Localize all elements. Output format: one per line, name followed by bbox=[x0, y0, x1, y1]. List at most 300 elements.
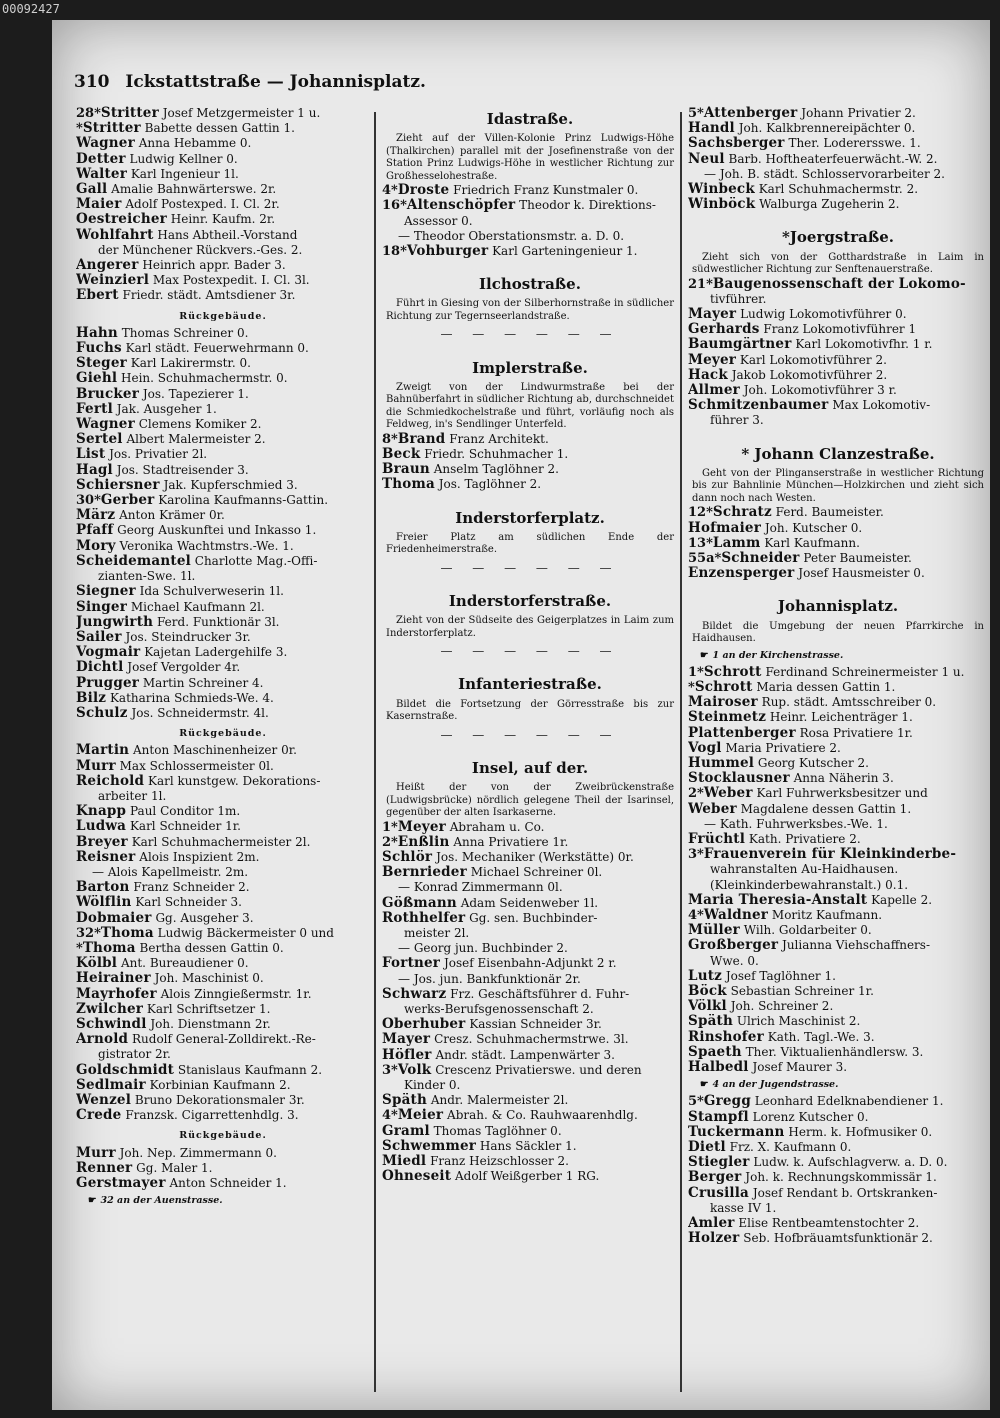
resident-details: Karl Schneider 3. bbox=[135, 895, 242, 910]
resident-details: Ther. Loderersswe. 1. bbox=[788, 136, 921, 151]
resident-entry bbox=[76, 1176, 370, 1191]
resident-entry bbox=[76, 182, 370, 197]
resident-surname: Arnold bbox=[76, 1032, 129, 1048]
resident-details: Jos. Privatier 2l. bbox=[109, 447, 208, 462]
resident-surname: Winböck bbox=[688, 197, 756, 213]
resident-details: Frz. Geschäftsführer d. Fuhr- bbox=[450, 986, 630, 1001]
resident-surname: Miedl bbox=[382, 1154, 427, 1170]
resident-entry bbox=[382, 1093, 678, 1108]
corner-reference-text: 4 an der Jugendstrasse. bbox=[712, 1079, 839, 1091]
resident-surname: Vogmair bbox=[76, 645, 141, 661]
resident-surname: Thoma bbox=[100, 925, 154, 941]
resident-surname: Meyer bbox=[688, 352, 737, 368]
street-description: Freier Platz am südlichen Ende der Friedenheimerstraße. bbox=[386, 531, 674, 556]
resident-entry bbox=[688, 106, 988, 121]
resident-entry bbox=[76, 417, 370, 432]
resident-details: Kapelle 2. bbox=[871, 892, 933, 907]
house-number: 28* bbox=[76, 106, 101, 121]
resident-entry bbox=[76, 326, 370, 341]
resident-details: Jos. Stadtreisender 3. bbox=[116, 462, 249, 477]
resident-entry bbox=[688, 398, 988, 413]
resident-surname: Thoma bbox=[382, 477, 435, 493]
resident-surname: Gerber bbox=[100, 493, 155, 509]
resident-surname: Plattenberger bbox=[688, 725, 796, 741]
resident-surname: Waldner bbox=[703, 908, 769, 924]
resident-entry bbox=[76, 774, 370, 789]
resident-entry bbox=[688, 1125, 988, 1140]
resident-entry bbox=[688, 197, 988, 212]
resident-surname: Mayrhofer bbox=[76, 986, 157, 1002]
resident-details: Friedr. städt. Amtsdiener 3r. bbox=[122, 288, 296, 303]
resident-surname: Schrott bbox=[703, 664, 762, 680]
resident-details: Karl Schuhmachermeister 2l. bbox=[131, 834, 311, 849]
resident-details: Friedr. Schuhmacher 1. bbox=[424, 447, 569, 462]
resident-entry bbox=[688, 551, 988, 566]
resident-entry bbox=[688, 695, 988, 710]
street-heading: * Johann Clanzestraße. bbox=[741, 444, 935, 463]
resident-entry bbox=[688, 536, 988, 551]
resident-surname: Crusilla bbox=[688, 1185, 750, 1201]
resident-surname: Goldschmidt bbox=[76, 1062, 175, 1078]
resident-details: Anton Maschinenheizer 0r. bbox=[133, 743, 297, 758]
resident-details: Magdalene dessen Gattin 1. bbox=[740, 801, 912, 816]
resident-entry bbox=[76, 1108, 370, 1123]
family-member-entry: — Jos. jun. Bankfunktionär 2r. bbox=[398, 971, 581, 986]
resident-details: Rudolf General-Zolldirekt.-Re- bbox=[132, 1032, 316, 1047]
resident-details: Herm. k. Hofmusiker 0. bbox=[788, 1124, 933, 1139]
resident-surname: Späth bbox=[382, 1093, 427, 1109]
no-residents-dashes: — — — — — — bbox=[440, 327, 620, 342]
resident-surname: Holzer bbox=[688, 1231, 740, 1247]
resident-details: Wilh. Goldarbeiter 0. bbox=[743, 923, 872, 938]
street-heading: Inderstorferplatz. bbox=[455, 508, 605, 527]
resident-details: Ferd. Baumeister. bbox=[775, 505, 884, 520]
resident-entry bbox=[382, 835, 678, 850]
resident-surname: Stocklausner bbox=[688, 771, 790, 787]
resident-details: Adolf Weißgerber 1 RG. bbox=[454, 1169, 600, 1184]
resident-entry bbox=[382, 911, 678, 926]
resident-entry bbox=[382, 198, 678, 213]
resident-details: Josef Hausmeister 0. bbox=[798, 566, 925, 581]
resident-surname: Walter bbox=[76, 166, 128, 182]
resident-surname: Murr bbox=[76, 758, 116, 774]
resident-entry bbox=[76, 447, 370, 462]
pointing-hand-icon: ☛ bbox=[700, 1079, 709, 1091]
resident-entry bbox=[382, 865, 678, 880]
resident-entry bbox=[688, 984, 988, 999]
house-number: 4* bbox=[382, 1108, 398, 1124]
scan-id-label: 00092427 bbox=[2, 2, 60, 16]
resident-entry bbox=[76, 956, 370, 971]
column-middle bbox=[382, 106, 678, 1184]
resident-entry bbox=[76, 804, 370, 819]
resident-entry bbox=[382, 1017, 678, 1032]
resident-details: Jos. Schneidermstr. 4l. bbox=[131, 705, 269, 720]
resident-entry bbox=[76, 630, 370, 645]
resident-entry bbox=[688, 121, 988, 136]
resident-surname: Siegner bbox=[76, 584, 136, 600]
entry-continuation: werks-Berufsgenossenschaft 2. bbox=[404, 1002, 594, 1016]
resident-details: Rosa Privatiere 1r. bbox=[799, 725, 913, 740]
resident-details: Josef Metzgermeister 1 u. bbox=[162, 106, 321, 120]
resident-surname: Reisner bbox=[76, 849, 136, 865]
resident-surname: Schwemmer bbox=[382, 1138, 477, 1154]
resident-entry bbox=[76, 493, 370, 508]
entry-continuation: zianten-Swe. 1l. bbox=[98, 569, 196, 584]
resident-entry bbox=[688, 505, 988, 520]
column-divider bbox=[374, 112, 376, 1392]
resident-entry bbox=[382, 1032, 678, 1047]
resident-entry bbox=[76, 926, 370, 941]
resident-surname: Früchtl bbox=[688, 832, 746, 848]
resident-details: Heinrich appr. Bader 3. bbox=[142, 258, 286, 273]
resident-details: Karl Garteningenieur 1. bbox=[492, 244, 638, 259]
resident-surname: Bilz bbox=[76, 690, 107, 706]
resident-details: Josef Vergolder 4r. bbox=[127, 660, 241, 675]
entry-continuation: (Kleinkinderbewahranstalt.) 0.1. bbox=[710, 877, 909, 892]
resident-surname: Barton bbox=[76, 880, 130, 896]
resident-details: Abrah. & Co. Rauhwaarenhdlg. bbox=[447, 1108, 638, 1123]
resident-surname: Jungwirth bbox=[76, 614, 154, 630]
resident-entry bbox=[76, 819, 370, 834]
resident-entry bbox=[688, 969, 988, 984]
resident-surname: Beck bbox=[382, 447, 421, 463]
family-member-entry: — Joh. B. städt. Schlosservorarbeiter 2. bbox=[704, 166, 945, 181]
resident-entry bbox=[76, 478, 370, 493]
resident-surname: Schratz bbox=[712, 505, 772, 521]
resident-surname: Meyer bbox=[397, 819, 446, 835]
resident-surname: Oestreicher bbox=[76, 212, 167, 228]
resident-entry bbox=[688, 1094, 988, 1109]
resident-details: Amalie Bahnwärterswe. 2r. bbox=[111, 182, 277, 197]
column-divider bbox=[680, 112, 682, 1392]
resident-entry bbox=[688, 152, 988, 167]
family-member-entry: — Kath. Fuhrwerksbes.-We. 1. bbox=[704, 816, 888, 831]
family-member-entry: — Alois Kapellmeistr. 2m. bbox=[92, 864, 249, 879]
resident-surname: Mayer bbox=[382, 1032, 431, 1048]
resident-entry bbox=[76, 136, 370, 151]
resident-details: Gg. Maler 1. bbox=[136, 1160, 213, 1175]
resident-entry bbox=[382, 1124, 678, 1139]
resident-entry bbox=[688, 368, 988, 383]
house-number: * bbox=[76, 121, 83, 137]
resident-surname: Dobmaier bbox=[76, 910, 152, 926]
resident-entry bbox=[382, 1063, 678, 1078]
resident-entry bbox=[688, 322, 988, 337]
resident-details: Karl Lokomotivführer 2. bbox=[739, 352, 887, 367]
resident-entry bbox=[382, 850, 678, 865]
entry-continuation: wahranstalten Au-Haidhausen. bbox=[710, 862, 899, 877]
resident-surname: Baumgärtner bbox=[688, 337, 792, 353]
resident-entry bbox=[382, 447, 678, 462]
resident-surname: Neul bbox=[688, 151, 725, 167]
resident-details: Hans Abtheil.-Vorstand bbox=[157, 227, 298, 242]
resident-surname: Scheidemantel bbox=[76, 553, 191, 569]
resident-details: Joh. Kalkbrennereipächter 0. bbox=[738, 121, 916, 136]
house-number: 3* bbox=[382, 1062, 398, 1078]
resident-surname: Stampfl bbox=[688, 1109, 749, 1125]
resident-details: Friedrich Franz Kunstmaler 0. bbox=[453, 183, 639, 198]
resident-surname: Frauenverein für Kleinkinderbe- bbox=[703, 847, 957, 863]
resident-details: Joh. Kutscher 0. bbox=[764, 520, 863, 535]
resident-details: Ida Schulverweserin 1l. bbox=[139, 584, 284, 599]
house-number: 12* bbox=[688, 505, 713, 521]
resident-entry bbox=[76, 152, 370, 167]
resident-entry bbox=[382, 1048, 678, 1063]
resident-details: Georg Kutscher 2. bbox=[757, 756, 869, 770]
resident-details: Kath. Tagl.-We. 3. bbox=[767, 1029, 875, 1044]
resident-entry bbox=[76, 167, 370, 182]
resident-entry bbox=[76, 288, 370, 303]
entry-continuation: tivführer. bbox=[710, 291, 767, 306]
resident-surname: Handl bbox=[688, 121, 735, 137]
resident-entry bbox=[76, 121, 370, 136]
resident-details: Andr. Malermeister 2l. bbox=[430, 1093, 569, 1108]
resident-details: Joh. Dienstmann 2r. bbox=[150, 1016, 271, 1031]
resident-surname: Schwindl bbox=[76, 1016, 147, 1032]
resident-entry bbox=[688, 923, 988, 938]
resident-surname: Bernrieder bbox=[382, 865, 467, 881]
resident-entry bbox=[76, 1063, 370, 1078]
resident-entry bbox=[688, 832, 988, 847]
resident-surname: Wohlfahrt bbox=[76, 227, 154, 243]
resident-entry bbox=[688, 1231, 988, 1246]
resident-surname: Schlör bbox=[382, 849, 433, 865]
resident-details: Max Lokomotiv- bbox=[832, 398, 931, 413]
resident-entry bbox=[688, 1060, 988, 1075]
resident-details: Karl Lakirermstr. 0. bbox=[130, 356, 251, 371]
resident-entry bbox=[76, 356, 370, 371]
house-number: * bbox=[76, 940, 83, 956]
resident-surname: Brand bbox=[397, 431, 446, 447]
resident-entry bbox=[382, 956, 678, 971]
resident-details: Anselm Taglöhner 2. bbox=[433, 462, 559, 477]
corner-reference-text: 1 an der Kirchenstrasse. bbox=[712, 649, 844, 661]
resident-surname: Stritter bbox=[100, 106, 159, 121]
resident-entry bbox=[76, 691, 370, 706]
resident-entry bbox=[76, 508, 370, 523]
resident-surname: Spaeth bbox=[688, 1044, 742, 1060]
resident-details: Heinr. Kaufm. 2r. bbox=[170, 212, 276, 227]
resident-details: Karl städt. Feuerwehrmann 0. bbox=[125, 341, 309, 356]
resident-surname: Schiersner bbox=[76, 477, 160, 493]
resident-surname: Hofmaier bbox=[688, 520, 762, 536]
resident-entry bbox=[76, 463, 370, 478]
resident-details: Crescenz Privatierswe. und deren bbox=[435, 1062, 642, 1077]
resident-entry bbox=[76, 676, 370, 691]
resident-entry bbox=[382, 1108, 678, 1123]
resident-surname: Murr bbox=[76, 1145, 116, 1161]
resident-surname: Altenschöpfer bbox=[406, 198, 516, 214]
street-description: Führt in Giesing von der Silberhornstraße in südlicher Richtung zur Tegernseerlandstraße. bbox=[386, 298, 674, 322]
resident-details: Franz Lokomotivführer 1 bbox=[763, 322, 917, 337]
resident-surname: Oberhuber bbox=[382, 1017, 466, 1033]
resident-details: Frz. X. Kaufmann 0. bbox=[729, 1140, 852, 1155]
resident-details: Barb. Hoftheaterfeuerwächt.-W. 2. bbox=[728, 151, 938, 166]
resident-details: Jos. Taglöhner 2. bbox=[438, 477, 542, 492]
resident-surname: Kölbl bbox=[76, 956, 118, 972]
entry-continuation: Assessor 0. bbox=[404, 213, 473, 228]
resident-surname: Halbedl bbox=[688, 1060, 749, 1076]
house-number: 2* bbox=[382, 834, 398, 850]
resident-details: Ther. Viktualienhändlersw. 3. bbox=[745, 1044, 924, 1059]
resident-surname: Stritter bbox=[82, 121, 141, 137]
resident-details: Jos. Mechaniker (Werkstätte) 0r. bbox=[436, 849, 634, 864]
resident-surname: Lutz bbox=[688, 968, 723, 984]
resident-details: Thomas Taglöhner 0. bbox=[433, 1123, 562, 1138]
resident-surname: Müller bbox=[688, 923, 740, 939]
resident-surname: Lamm bbox=[712, 535, 761, 551]
resident-details: Anton Schneider 1. bbox=[169, 1176, 287, 1191]
resident-entry bbox=[382, 183, 678, 198]
resident-surname: Wagner bbox=[76, 417, 135, 433]
resident-entry bbox=[688, 566, 988, 581]
column-left bbox=[76, 106, 370, 1210]
resident-entry bbox=[76, 759, 370, 774]
entry-continuation: der Münchener Rückvers.-Ges. 2. bbox=[98, 242, 303, 257]
resident-surname: Mayer bbox=[688, 307, 737, 323]
resident-details: Adam Seidenweber 1l. bbox=[460, 895, 599, 910]
resident-surname: Steger bbox=[76, 356, 127, 372]
resident-entry bbox=[76, 258, 370, 273]
resident-entry bbox=[76, 539, 370, 554]
resident-details: Anna Hebamme 0. bbox=[138, 136, 252, 151]
street-heading: Idastraße. bbox=[486, 110, 574, 128]
resident-entry bbox=[382, 987, 678, 1002]
resident-details: Josef Taglöhner 1. bbox=[725, 968, 836, 983]
resident-details: Elise Rentbeamtenstochter 2. bbox=[738, 1216, 920, 1231]
resident-entry bbox=[688, 307, 988, 322]
resident-entry bbox=[76, 106, 370, 121]
resident-surname: Gall bbox=[76, 182, 108, 198]
resident-details: Kassian Schneider 3r. bbox=[469, 1017, 602, 1032]
resident-details: Karl Ingenieur 1l. bbox=[130, 166, 239, 181]
resident-entry bbox=[688, 1030, 988, 1045]
resident-surname: Graml bbox=[382, 1123, 430, 1139]
resident-entry bbox=[76, 743, 370, 758]
entry-continuation: führer 3. bbox=[710, 413, 764, 428]
resident-surname: Maria Theresia-Anstalt bbox=[688, 892, 868, 908]
resident-entry bbox=[76, 895, 370, 910]
resident-details: Joh. k. Rechnungskommissär 1. bbox=[745, 1170, 937, 1185]
resident-entry bbox=[688, 771, 988, 786]
resident-surname: Weber bbox=[688, 801, 737, 817]
resident-details: Leonhard Edelknabendiener 1. bbox=[754, 1094, 944, 1109]
resident-entry bbox=[76, 584, 370, 599]
resident-details: Karl kunstgew. Dekorations- bbox=[147, 773, 321, 788]
resident-entry bbox=[688, 136, 988, 151]
resident-entry bbox=[76, 402, 370, 417]
resident-surname: Renner bbox=[76, 1160, 133, 1176]
resident-surname: Ludwa bbox=[76, 819, 127, 835]
resident-surname: Singer bbox=[76, 599, 128, 615]
resident-entry bbox=[688, 1110, 988, 1125]
resident-details: Thomas Schreiner 0. bbox=[121, 325, 249, 340]
resident-surname: Detter bbox=[76, 151, 126, 167]
resident-surname: Enßlin bbox=[397, 834, 450, 850]
resident-details: Paul Conditor 1m. bbox=[130, 804, 241, 819]
resident-details: Theodor k. Direktions- bbox=[519, 198, 656, 213]
resident-surname: Rothhelfer bbox=[382, 910, 466, 926]
street-description: Bildet die Umgebung der neuen Pfarrkirche in Haidhausen. bbox=[692, 620, 984, 645]
resident-entry bbox=[76, 971, 370, 986]
resident-surname: Schrott bbox=[694, 679, 753, 695]
resident-details: Max Schlossermeister 0l. bbox=[119, 758, 274, 773]
house-number: 2* bbox=[688, 786, 704, 802]
resident-surname: Schmitzenbaumer bbox=[688, 398, 829, 414]
resident-surname: Winbeck bbox=[688, 182, 755, 198]
subsection-heading: Rückgebäude. bbox=[179, 1130, 267, 1142]
resident-details: Jos. Steindrucker 3r. bbox=[125, 629, 251, 644]
resident-details: Georg Auskunftei und Inkasso 1. bbox=[117, 523, 317, 538]
resident-details: Stanislaus Kaufmann 2. bbox=[177, 1062, 323, 1077]
street-heading: Infanteriestraße. bbox=[458, 675, 602, 694]
resident-entry bbox=[76, 1146, 370, 1161]
no-residents-dashes: — — — — — — bbox=[440, 727, 620, 742]
resident-details: Michael Schreiner 0l. bbox=[470, 865, 603, 880]
resident-details: Kath. Privatiere 2. bbox=[748, 832, 861, 847]
resident-surname: Großberger bbox=[688, 938, 779, 954]
entry-continuation: kasse IV 1. bbox=[710, 1200, 777, 1215]
resident-details: Franzsk. Cigarrettenhdlg. 3. bbox=[125, 1108, 299, 1123]
house-number: 1* bbox=[688, 664, 704, 680]
resident-entry bbox=[76, 987, 370, 1002]
resident-entry bbox=[688, 1186, 988, 1201]
house-number: 4* bbox=[382, 183, 398, 199]
house-number: 5* bbox=[688, 1094, 704, 1110]
resident-details: Julianna Viehschaffners- bbox=[782, 938, 930, 953]
no-residents-dashes: — — — — — — bbox=[440, 644, 620, 659]
resident-surname: Tuckermann bbox=[688, 1124, 785, 1140]
resident-entry bbox=[688, 847, 988, 862]
street-description: Bildet die Fortsetzung der Görresstraße bis zur Kasernstraße. bbox=[386, 698, 674, 723]
resident-surname: List bbox=[76, 447, 106, 463]
resident-details: Bertha dessen Gattin 0. bbox=[139, 940, 284, 955]
resident-surname: Dichtl bbox=[76, 660, 124, 676]
resident-entry bbox=[76, 1093, 370, 1108]
resident-surname: Droste bbox=[397, 183, 450, 199]
resident-details: Anton Krämer 0r. bbox=[119, 508, 225, 523]
street-description: Zieht auf der Villen-Kolonie Prinz Ludwigs-Höhe (Thalkirchen) parallel mit der Josefinenstraße von der Station Prinz Ludwigs-Höhe in westlicher Richtung zur Großhesselohestraße. bbox=[386, 133, 674, 182]
resident-surname: Schneider bbox=[721, 550, 800, 566]
resident-entry bbox=[76, 432, 370, 447]
corner-reference-text: 32 an der Auenstrasse. bbox=[100, 1195, 223, 1207]
resident-surname: Brucker bbox=[76, 386, 140, 402]
entry-continuation: arbeiter 1l. bbox=[98, 788, 167, 803]
resident-details: Kajetan Ladergehilfe 3. bbox=[144, 645, 288, 660]
resident-entry bbox=[382, 896, 678, 911]
family-member-entry: — Konrad Zimmermann 0l. bbox=[398, 880, 563, 895]
resident-details: Hans Säckler 1. bbox=[479, 1138, 577, 1153]
house-number: 18* bbox=[382, 244, 407, 260]
resident-surname: Gößmann bbox=[382, 895, 457, 911]
resident-details: Ludw. k. Aufschlagverw. a. D. 0. bbox=[753, 1155, 948, 1170]
resident-surname: Zwilcher bbox=[76, 1001, 144, 1017]
resident-entry bbox=[76, 341, 370, 356]
resident-surname: Martin bbox=[76, 743, 130, 759]
resident-entry bbox=[76, 1078, 370, 1093]
resident-surname: Giehl bbox=[76, 371, 118, 387]
resident-details: Babette dessen Gattin 1. bbox=[144, 121, 295, 136]
street-heading: Insel, auf der. bbox=[471, 758, 589, 777]
resident-entry bbox=[76, 228, 370, 243]
family-member-entry: — Theodor Oberstationsmstr. a. D. 0. bbox=[398, 228, 625, 243]
resident-details: Abraham u. Co. bbox=[449, 819, 545, 834]
resident-details: Sebastian Schreiner 1r. bbox=[730, 984, 874, 999]
resident-entry bbox=[688, 353, 988, 368]
resident-details: Michael Kaufmann 2l. bbox=[130, 599, 265, 614]
resident-details: Gg. Ausgeher 3. bbox=[155, 910, 254, 925]
